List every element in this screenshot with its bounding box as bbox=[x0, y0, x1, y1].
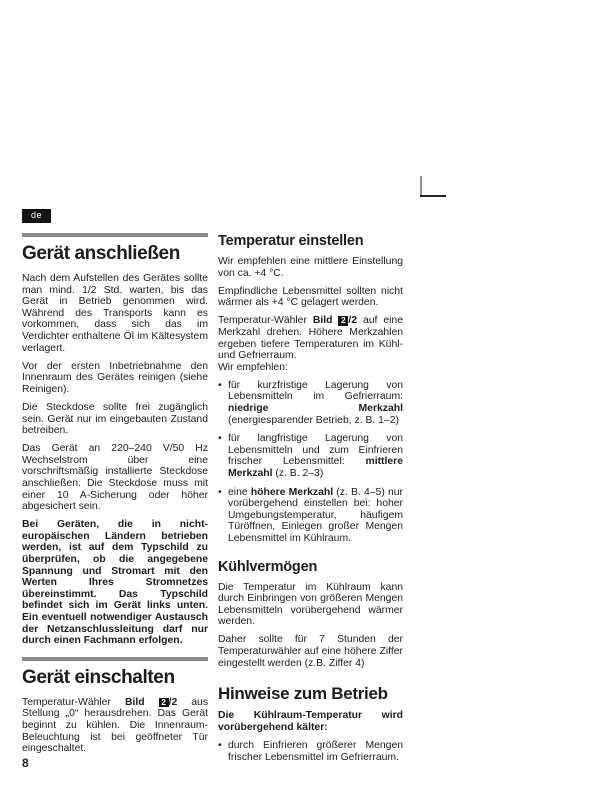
bullet-icon: • bbox=[218, 739, 222, 751]
list-item bbox=[218, 433, 403, 479]
language-badge: de bbox=[22, 209, 51, 223]
paragraph: Daher sollte für 7 Stunden der Temperaturwähler auf eine höhere Ziffer eingestellt werden (z.B. Ziffer 4) bbox=[218, 634, 403, 669]
figure-reference-suffix: /2 bbox=[168, 696, 178, 708]
text-run: (z. B. 2–3) bbox=[272, 468, 324, 479]
text-run: für kurzfristige Lagerung von Lebensmitteln im Gefrierraum: bbox=[228, 379, 403, 403]
text-run: eine bbox=[228, 486, 251, 498]
page-number: 8 bbox=[22, 756, 29, 770]
bullet-icon: • bbox=[218, 433, 222, 445]
paragraph: Wir empfehlen: bbox=[218, 361, 288, 373]
paragraph: Das Gerät an 220–240 V/50 Hz Wechselstrom über eine vorschriftsmäßig installierte Steckdose anschließen. Die Steckdose muss mit einer 10 A-Sicherung oder höher abgesichert sein. bbox=[22, 443, 208, 513]
paragraph: Die Steckdose sollte frei zugänglich sein. Gerät nur im eingebauten Zustand betreiben. bbox=[22, 401, 208, 437]
paragraph: Vor der ersten Inbetriebnahme den Innenraum des Gerätes reinigen (siehe Reinigen). bbox=[22, 360, 208, 395]
list-item-text: durch Einfrieren größerer Mengen frischer Lebensmittel im Gefrierraum. bbox=[228, 739, 403, 763]
section-rule bbox=[22, 657, 208, 661]
figure-reference: Bild bbox=[312, 315, 339, 327]
paragraph-warning: Bei Geräten, die in nicht-europäischen Ländern betrieben werden, ist auf dem Typschild zu überprüfen, ob die angegebene Spannung und Stromart mit den Werten Ihres Stromnetzes übereinstimmt. Das Typschild befindet sich im Gerät links unten. Ein eventuell notwendiger Austausch der Netzanschlussleitung darf nur durch einen Fachmann erfolgen. bbox=[22, 519, 208, 647]
section-title-geraet-anschliessen: Gerät anschließen bbox=[22, 243, 180, 264]
paragraph: Nach dem Aufstellen des Gerätes sollte man mind. 1/2 Std. warten, bis das Gerät in Betrieb genommen wird. Während des Transports kann es vorkommen, dass sich das im Verdichter enthaltene Öl im Kältesystem verlagert. bbox=[22, 273, 208, 354]
bullet-icon: • bbox=[218, 486, 222, 498]
figure-number-box: 2 bbox=[338, 316, 348, 326]
section-title-hinweise-zum-betrieb: Hinweise zum Betrieb bbox=[218, 684, 388, 704]
paragraph bbox=[22, 697, 208, 755]
section-title-geraet-einschalten: Gerät einschalten bbox=[22, 666, 175, 688]
text-run-bold: höhere Merkzahl bbox=[250, 486, 334, 498]
text-run-bold: niedrige Merkzahl bbox=[228, 403, 403, 415]
list-item bbox=[218, 380, 403, 426]
paragraph-bold: Die Kühlraum-Temperatur wird vorübergehend kälter: bbox=[218, 710, 403, 733]
text-run: für langfristige Lagerung von Lebensmitteln und zum Einfrieren frischer Lebensmittel: bbox=[228, 433, 403, 468]
text-run: (energiesparender Betrieb, z. B. 1–2) bbox=[228, 414, 399, 426]
text-run: Temperatur-Wähler bbox=[22, 696, 125, 708]
crop-mark-horizontal bbox=[420, 195, 446, 197]
list-item-text bbox=[228, 380, 403, 426]
list-item-text bbox=[228, 433, 403, 479]
paragraph: Empfindliche Lebensmittel sollten nicht wärmer als +4 °C gelagert werden. bbox=[218, 285, 403, 309]
text-run: (z. B. 4–5) nur vorübergehend einstellen bei: hoher Umgebungstemperatur, häufigem Türöffnen, Einlegen großer Mengen Lebensmittel im Kühlraum. bbox=[228, 486, 403, 544]
text-run-bold: mittlere Merkzahl bbox=[228, 456, 403, 479]
text-run: auf eine Merkzahl drehen. Höhere Merkzahlen ergeben tiefere Temperaturen im Kühl- und Gefrierraum. bbox=[218, 315, 403, 362]
list-item bbox=[218, 487, 403, 545]
list-item bbox=[218, 740, 403, 763]
left-column bbox=[22, 233, 208, 761]
crop-mark-vertical bbox=[420, 176, 422, 197]
right-column bbox=[218, 233, 403, 770]
paragraph: Wir empfehlen eine mittlere Einstellung von ca. +4 °C. bbox=[218, 256, 403, 279]
paragraph: Die Temperatur im Kühlraum kann durch Einbringen von größeren Mengen Lebensmitteln vorübergehend wärmer werden. bbox=[218, 581, 403, 628]
section-title-temperatur-einstellen: Temperatur einstellen bbox=[218, 233, 364, 249]
paragraph bbox=[218, 315, 403, 361]
section-rule bbox=[22, 233, 208, 237]
text-run: Temperatur-Wähler bbox=[218, 315, 313, 327]
figure-number-box: 2 bbox=[159, 698, 169, 708]
bullet-icon: • bbox=[218, 379, 222, 391]
text-run: aus Stellung „0“ herausdrehen. Das Gerät beginnt zu kühlen. Die Innenraum-Beleuchtung ist bei geöffneter Tür eingeschaltet. bbox=[22, 696, 209, 755]
section-title-kuehlvermoegen: Kühlvermögen bbox=[218, 558, 318, 575]
figure-reference: Bild bbox=[124, 696, 159, 708]
figure-reference-suffix: /2 bbox=[348, 315, 358, 327]
list-item-text bbox=[228, 487, 403, 545]
